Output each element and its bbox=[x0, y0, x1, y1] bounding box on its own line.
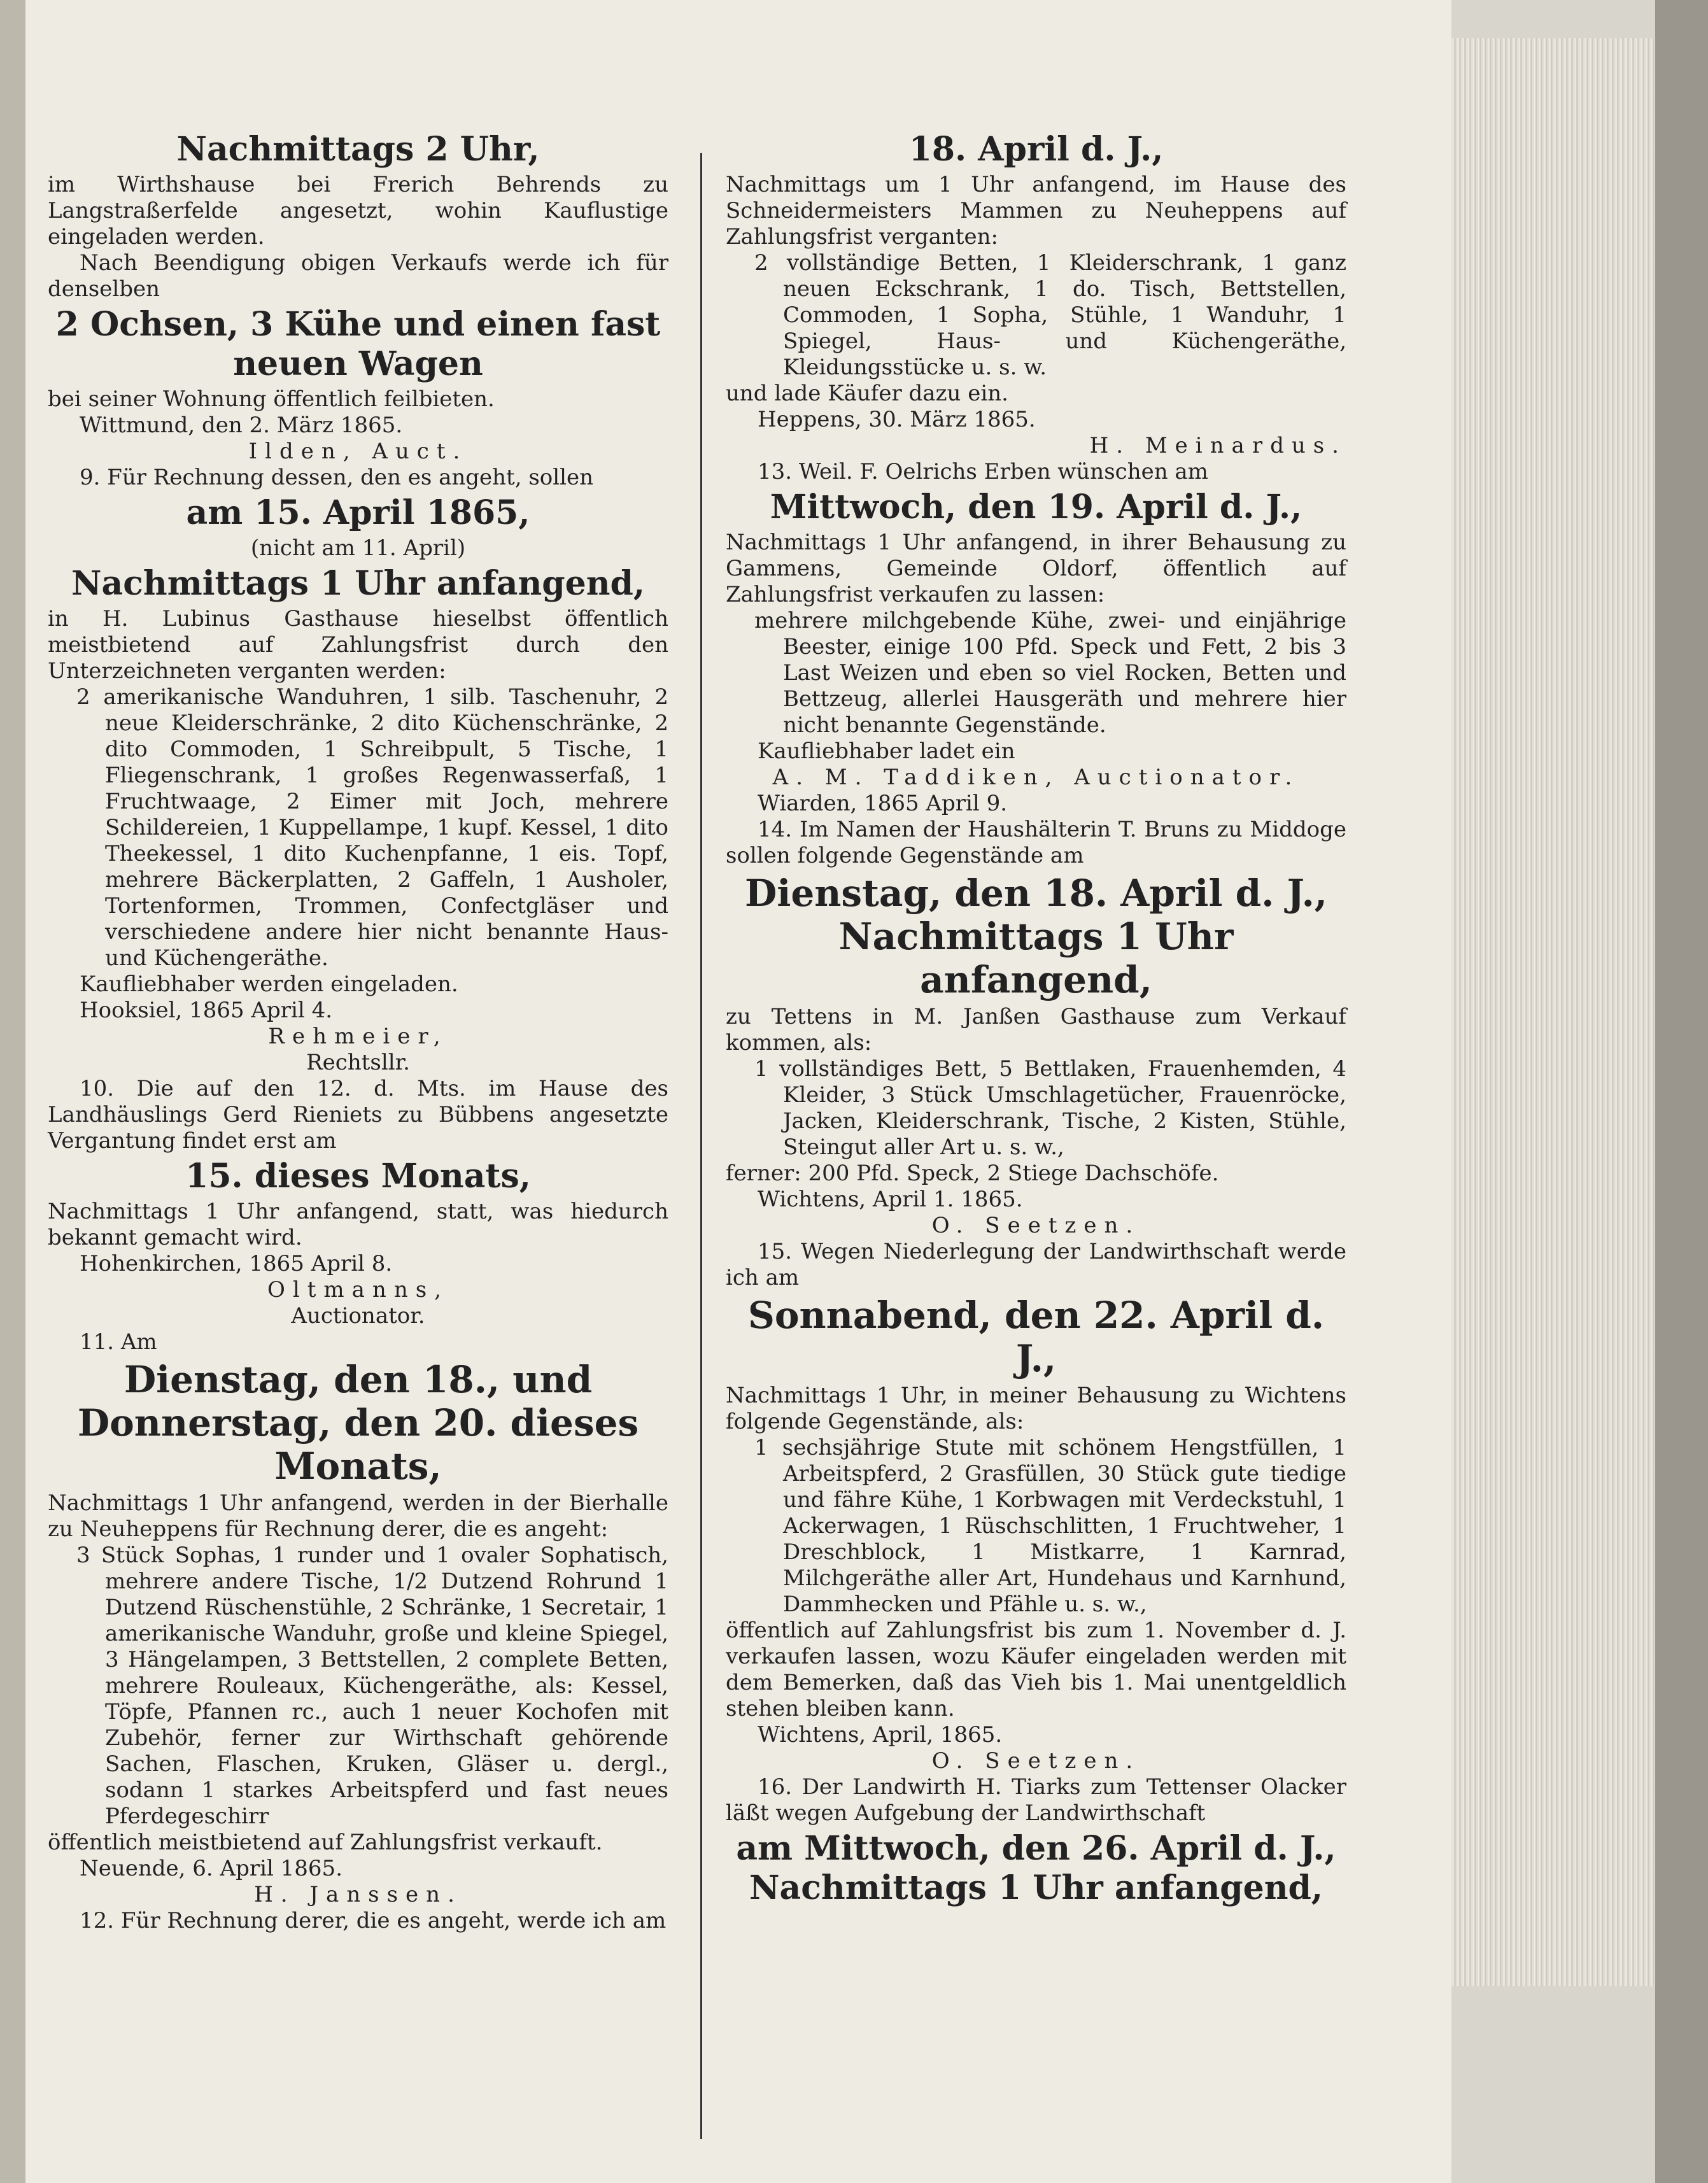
right-text-block: 1 sechsjährige Stute mit schönem Hengstfüllen, 1 Arbeitspferd, 2 Grasfüllen, 30 Stück gute tiedige und fähre Kühe, 1 Korbwagen mit Verdeckstuhl, 1 Ackerwagen, 1 Rüschschlitten, 1 Fruchtweher, 1 Dreschblock, 1 Mistkarre, 1 Karnrad, Milchgeräthe aller Art, Hundehaus und Karnhund, Dammhecken und Pfähle u. s. w., bbox=[754, 1435, 1346, 1617]
left-text-block: Hohenkirchen, 1865 April 8. bbox=[80, 1251, 393, 1276]
left-text-block: Ilden, Auct. bbox=[248, 439, 468, 464]
right-text-block: 14. Im Namen der Haushälterin T. Bruns zu Middoge sollen folgende Gegenstände am bbox=[726, 817, 1346, 868]
left-text-block: (nicht am 11. April) bbox=[250, 535, 466, 561]
left-text-block: H. Janssen. bbox=[254, 1882, 462, 1907]
right-text-block: O. Seetzen. bbox=[931, 1748, 1141, 1774]
left-text-block: Nachmittags 1 Uhr anfangend, bbox=[71, 564, 645, 603]
right-text-block: 13. Weil. F. Oelrichs Erben wünschen am bbox=[758, 459, 1208, 484]
right-text-block: zu Tettens in M. Janßen Gasthause zum Verkauf kommen, als: bbox=[726, 1004, 1346, 1056]
right-text-block: Sonnabend, den 22. April d. J., bbox=[747, 1294, 1325, 1380]
left-column bbox=[48, 127, 668, 1934]
left-text-block: Rechtsllr. bbox=[306, 1050, 410, 1075]
left-text-block: 11. Am bbox=[80, 1329, 157, 1355]
left-text-block: 3 Stück Sophas, 1 runder und 1 ovaler Sophatisch, mehrere andere Tische, 1/2 Dutzend Rohrund 1 Dutzend Rüschenstühle, 2 Schränke, 1 Secretair, 1 amerikanische Wanduhr, große und kleine Spiegel, 3 Hängelampen, 3 Bettstellen, 2 complete Betten, mehrere Rouleaux, Küchengeräthe, als: Kessel, Töpfe, Pfannen rc., auch 1 neuer Kochofen mit Zubehör, ferner zur Wirthschaft gehörende Sachen, Flaschen, Kruken, Gläser u. dergl., sodann 1 starkes Arbeitspferd und fast neues Pferdegeschirr bbox=[76, 1543, 668, 1829]
left-text-block: Wittmund, den 2. März 1865. bbox=[80, 413, 403, 438]
left-text-block: Nach Beendigung obigen Verkaufs werde ich für denselben bbox=[48, 250, 668, 302]
left-text-block: bei seiner Wohnung öffentlich feilbieten. bbox=[48, 386, 495, 412]
left-text-block: 2 amerikanische Wanduhren, 1 silb. Taschenuhr, 2 neue Kleiderschränke, 2 dito Küchenschränke, 2 dito Commoden, 1 Schreibpult, 5 Tische, 1 Fliegenschrank, 1 großes Regenwasserfaß, 1 Fruchtwaage, 2 Eimer mit Joch, mehrere Schildereien, 1 Kuppellampe, 1 kupf. Kessel, 1 dito Theekessel, 1 dito Kuchenpfanne, 1 eis. Topf, mehrere Bäckerplatten, 2 Gaffeln, 1 Ausholer, Tortenformen, Trommen, Confectgläser und verschiedene andere hier nicht benannte Haus- und Küchengeräthe. bbox=[76, 684, 668, 971]
left-text-block: Oltmanns, bbox=[267, 1277, 449, 1303]
left-text-block: 10. Die auf den 12. d. Mts. im Hause des Landhäuslings Gerd Rieniets zu Bübbens angesetzte Vergantung findet erst am bbox=[48, 1076, 668, 1154]
right-text-block: am Mittwoch, den 26. April d. J., Nachmittags 1 Uhr anfangend, bbox=[736, 1829, 1336, 1907]
left-text-block: 12. Für Rechnung derer, die es angeht, werde ich am bbox=[80, 1908, 667, 1933]
left-page-margin bbox=[0, 0, 25, 2183]
right-text-block: Heppens, 30. März 1865. bbox=[758, 407, 1036, 432]
right-text-block: Nachmittags 1 Uhr anfangend, in ihrer Behausung zu Gammens, Gemeinde Oldorf, öffentlich auf Zahlungsfrist verkaufen zu lassen: bbox=[726, 530, 1346, 607]
left-text-block: im Wirthshause bei Frerich Behrends zu Langstraßerfelde angesetzt, wohin Kauflustige eingeladen werden. bbox=[48, 172, 668, 250]
left-text-block: Auctionator. bbox=[291, 1303, 425, 1329]
right-text-block: Wiarden, 1865 April 9. bbox=[758, 791, 1008, 816]
left-text-block: Nachmittags 1 Uhr anfangend, werden in der Bierhalle zu Neuheppens für Rechnung derer, die es angeht: bbox=[48, 1490, 668, 1542]
right-text-block: H. Meinardus. bbox=[1089, 433, 1346, 458]
right-text-block: Kaufliebhaber ladet ein bbox=[758, 738, 1015, 764]
right-text-block: Wichtens, April, 1865. bbox=[758, 1722, 1003, 1748]
right-text-block: und lade Käufer dazu ein. bbox=[726, 381, 1008, 406]
left-text-block: Neuende, 6. April 1865. bbox=[80, 1856, 342, 1881]
left-text-block: 15. dieses Monats, bbox=[185, 1157, 531, 1196]
left-text-block: Nachmittags 2 Uhr, bbox=[176, 130, 540, 169]
right-text-block: Dienstag, den 18. April d. J., Nachmittags 1 Uhr anfangend, bbox=[745, 872, 1327, 1001]
right-text-block: 15. Wegen Niederlegung der Landwirthschaft werde ich am bbox=[726, 1239, 1346, 1290]
left-text-block: Kaufliebhaber werden eingeladen. bbox=[80, 971, 458, 997]
right-text-block: Nachmittags 1 Uhr, in meiner Behausung zu Wichtens folgende Gegenstände, als: bbox=[726, 1383, 1346, 1434]
book-cover bbox=[1655, 0, 1708, 2183]
left-text-block: Rehmeier, bbox=[268, 1024, 448, 1049]
right-text-block: 1 vollständiges Bett, 5 Bettlaken, Frauenhemden, 4 Kleider, 3 Stück Umschlagetücher, Frauenröcke, Jacken, Kleiderschrank, Tische, 2 Kisten, Stühle, Steingut aller Art u. s. w., bbox=[754, 1056, 1346, 1160]
column-divider bbox=[700, 153, 702, 2139]
right-text-block: ferner: 200 Pfd. Speck, 2 Stiege Dachschöfe. bbox=[726, 1161, 1219, 1186]
left-text-block: öffentlich meistbietend auf Zahlungsfrist verkauft. bbox=[48, 1830, 603, 1855]
right-text-block: 2 vollständige Betten, 1 Kleiderschrank, 1 ganz neuen Eckschrank, 1 do. Tisch, Bettstellen, Commoden, 1 Sopha, Stühle, 1 Wanduhr, 1 Spiegel, Haus- und Küchengeräthe, Kleidungsstücke u. s. w. bbox=[754, 250, 1346, 380]
page-stack-edge bbox=[1451, 38, 1662, 1986]
right-text-block: öffentlich auf Zahlungsfrist bis zum 1. November d. J. verkaufen lassen, wozu Käufer eingeladen werden mit dem Bemerken, daß das Vieh bis 1. Mai unentgeldlich stehen bleiben kann. bbox=[726, 1618, 1346, 1721]
left-text-block: Nachmittags 1 Uhr anfangend, statt, was hiedurch bekannt gemacht wird. bbox=[48, 1199, 668, 1250]
right-text-block: 18. April d. J., bbox=[908, 130, 1164, 169]
right-text-block: 16. Der Landwirth H. Tiarks zum Tettenser Olacker läßt wegen Aufgebung der Landwirthschaft bbox=[726, 1774, 1346, 1826]
left-text-block: Dienstag, den 18., und Donnerstag, den 20. dieses Monats, bbox=[77, 1358, 639, 1488]
right-text-block: Mittwoch, den 19. April d. J., bbox=[770, 488, 1302, 526]
left-text-block: in H. Lubinus Gasthause hieselbst öffentlich meistbietend auf Zahlungsfrist durch den Unterzeichneten verganten werden: bbox=[48, 606, 668, 684]
left-text-block: 2 Ochsen, 3 Kühe und einen fast neuen Wagen bbox=[55, 305, 661, 383]
right-text-block: Wichtens, April 1. 1865. bbox=[758, 1187, 1023, 1212]
right-text-block: mehrere milchgebende Kühe, zwei- und einjährige Beester, einige 100 Pfd. Speck und Fett, 2 bis 3 Last Weizen und eben so viel Rocken, Betten und Bettzeug, allerlei Hausgeräth und mehrere hier nicht benannte Gegenstände. bbox=[754, 608, 1346, 738]
left-text-block: 9. Für Rechnung dessen, den es angeht, sollen bbox=[80, 465, 594, 490]
right-text-block: Nachmittags um 1 Uhr anfangend, im Hause des Schneidermeisters Mammen zu Neuheppens auf Zahlungsfrist verganten: bbox=[726, 172, 1346, 250]
left-text-block: am 15. April 1865, bbox=[186, 493, 530, 532]
right-column bbox=[726, 127, 1346, 1911]
right-text-block: O. Seetzen. bbox=[931, 1213, 1141, 1238]
right-text-block: A. M. Taddiken, Auctionator. bbox=[772, 765, 1300, 790]
left-text-block: Hooksiel, 1865 April 4. bbox=[80, 998, 333, 1023]
